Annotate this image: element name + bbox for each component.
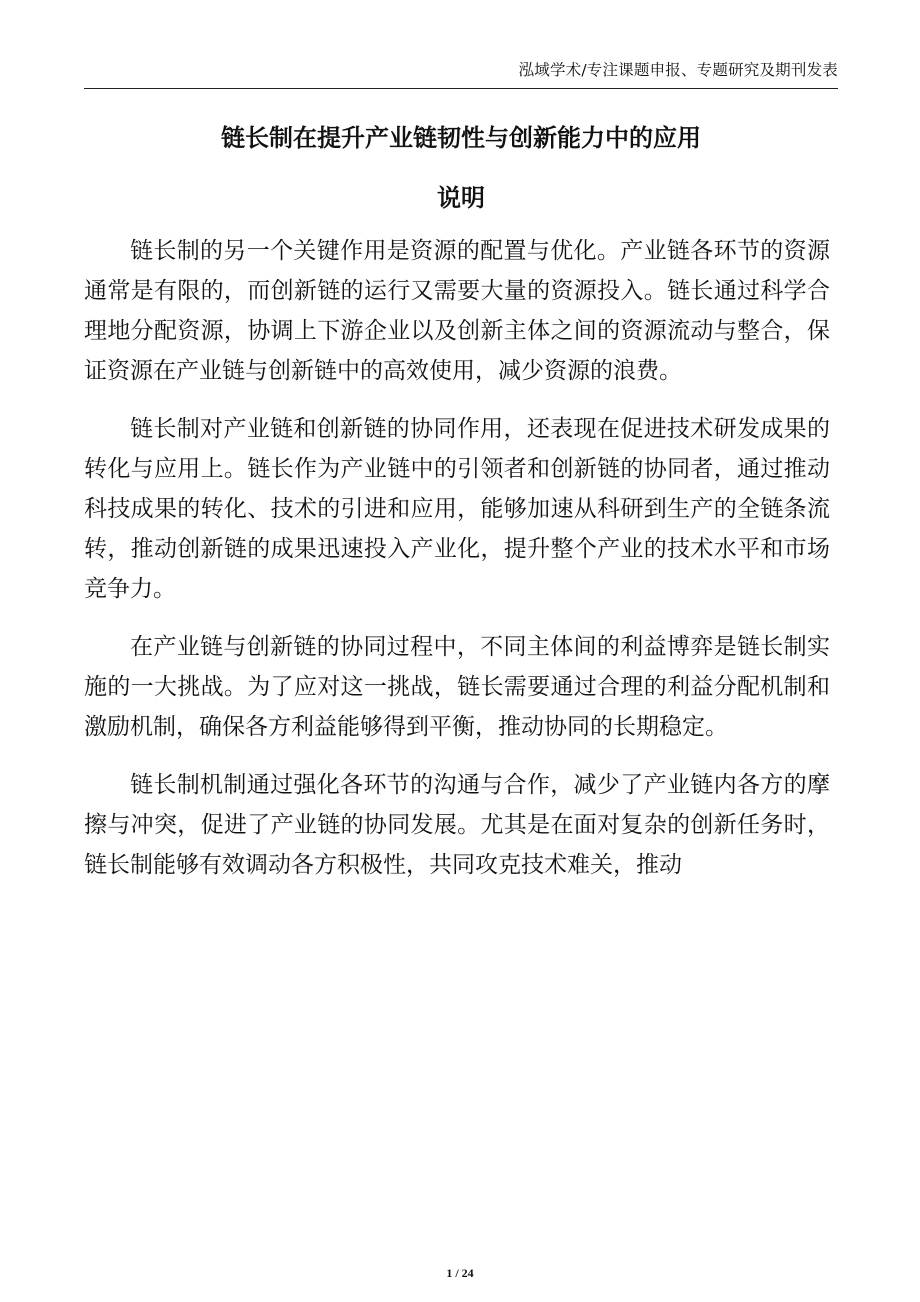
paragraph: 在产业链与创新链的协同过程中，不同主体间的利益博弈是链长制实施的一大挑战。为了应对这一挑战，链长需要通过合理的利益分配机制和激励机制，确保各方利益能够得到平衡，推动协同的长期稳定。 [84,634,830,740]
document-subtitle: 说明 [437,184,485,212]
paragraph: 链长制机制通过强化各环节的沟通与合作，减少了产业链内各方的摩擦与冲突，促进了产业链的协同发展。尤其是在面对复杂的创新任务时，链长制能够有效调动各方积极性，共同攻克技术难关，推动 [84,772,830,878]
paragraph: 链长制对产业链和创新链的协同作用，还表现在促进技术研发成果的转化与应用上。链长作为产业链中的引领者和创新链的协同者，通过推动科技成果的转化、技术的引进和应用，能够加速从科研到生产的全链条流转，推动创新链的成果迅速投入产业化，提升整个产业的技术水平和市场竞争力。 [84,416,830,602]
document-title: 链长制在提升产业链韧性与创新能力中的应用 [221,124,701,152]
header-divider [84,88,838,89]
paragraph: 链长制的另一个关键作用是资源的配置与优化。产业链各环节的资源通常是有限的，而创新链的运行又需要大量的资源投入。链长通过科学合理地分配资源，协调上下游企业以及创新主体之间的资源流动与整合，保证资源在产业链与创新链中的高效使用，减少资源的浪费。 [84,238,830,384]
document-body [84,231,830,903]
page-header: 泓域学术/专注课题申报、专题研究及期刊发表 [518,61,838,79]
page-number: 1 / 24 [446,1266,474,1280]
